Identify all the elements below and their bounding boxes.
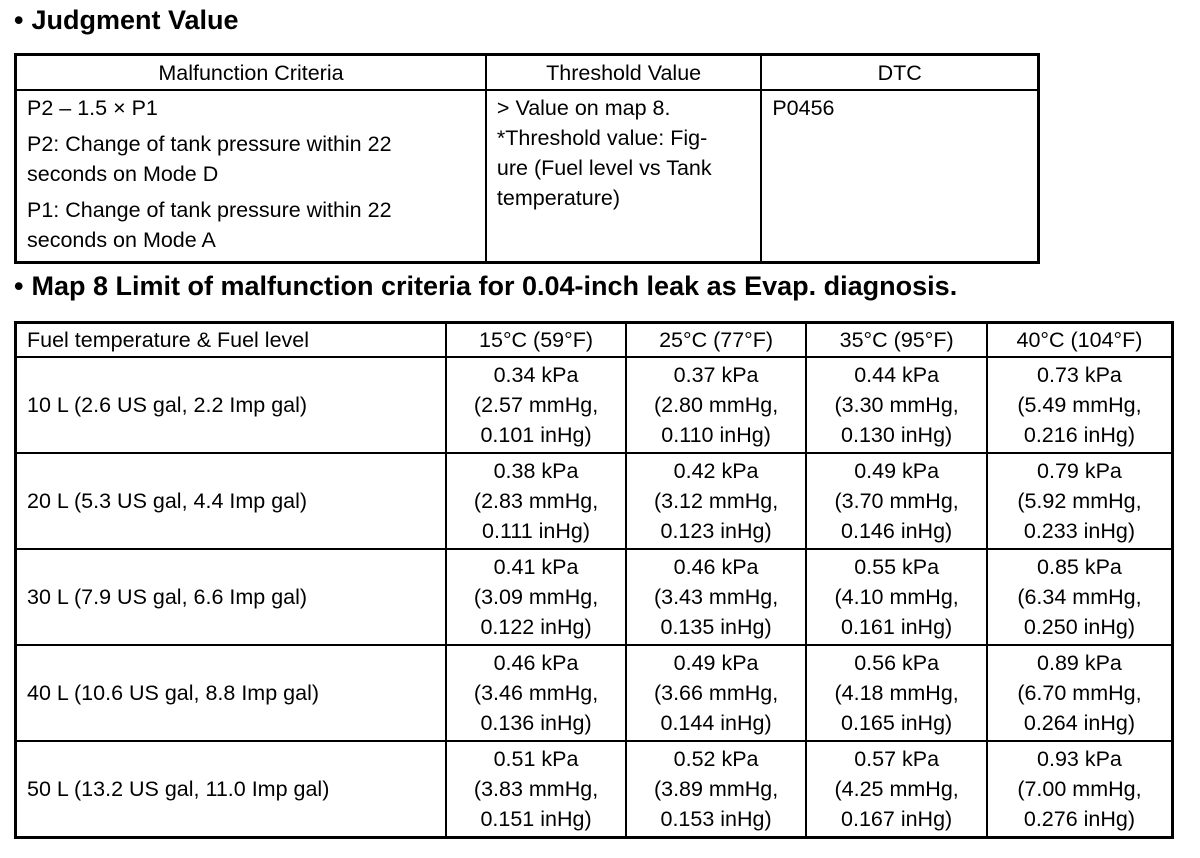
judgment-value-table bbox=[14, 53, 1040, 264]
judgment-header-row bbox=[16, 55, 1039, 91]
pressure-mmhg-value: (3.70 mmHg, bbox=[834, 489, 959, 513]
pressure-mmhg-value: (6.70 mmHg, bbox=[1017, 681, 1142, 705]
map-8-table bbox=[14, 321, 1174, 839]
judgment-value-heading bbox=[14, 4, 239, 36]
header-temp-40c: 40°C (104°F) bbox=[987, 323, 1173, 358]
threshold-line: temperature) bbox=[496, 186, 621, 210]
pressure-kpa-value: 0.46 kPa bbox=[673, 555, 759, 579]
map-table-body bbox=[16, 357, 1173, 838]
header-dtc: DTC bbox=[761, 55, 1038, 91]
table-row bbox=[16, 357, 1173, 453]
pressure-kpa-value: 0.89 kPa bbox=[1037, 651, 1122, 675]
pressure-inhg-value: 0.216 inHg) bbox=[1023, 423, 1136, 447]
criteria-p1-line: seconds on Mode A bbox=[27, 228, 216, 252]
fuel-level-label: 20 L (5.3 US gal, 4.4 Imp gal) bbox=[16, 453, 447, 549]
pressure-kpa-value: 0.37 kPa bbox=[673, 363, 759, 387]
pressure-limit-cell bbox=[806, 453, 987, 549]
criteria-p2-line: P2: Change of tank pressure within 22 bbox=[27, 132, 392, 156]
criteria-p2-line: seconds on Mode D bbox=[27, 162, 219, 186]
pressure-kpa-value: 0.46 kPa bbox=[493, 651, 579, 675]
pressure-inhg-value: 0.136 inHg) bbox=[480, 711, 592, 735]
pressure-mmhg-value: (6.34 mmHg, bbox=[1017, 585, 1142, 609]
pressure-kpa-value: 0.52 kPa bbox=[673, 747, 759, 771]
fuel-level-label: 10 L (2.6 US gal, 2.2 Imp gal) bbox=[16, 357, 447, 453]
pressure-mmhg-value: (3.89 mmHg, bbox=[653, 777, 779, 801]
pressure-inhg-value: 0.135 inHg) bbox=[660, 615, 772, 639]
pressure-mmhg-value: (3.09 mmHg, bbox=[473, 585, 599, 609]
header-temp-25c: 25°C (77°F) bbox=[626, 323, 807, 358]
pressure-inhg-value: 0.264 inHg) bbox=[1023, 711, 1136, 735]
criteria-p1-line: P1: Change of tank pressure within 22 bbox=[27, 198, 392, 222]
pressure-kpa-value: 0.93 kPa bbox=[1037, 747, 1122, 771]
pressure-kpa-value: 0.49 kPa bbox=[854, 459, 940, 483]
pressure-inhg-value: 0.146 inHg) bbox=[841, 519, 953, 543]
pressure-mmhg-value: (3.83 mmHg, bbox=[473, 777, 599, 801]
fuel-level-label: 50 L (13.2 US gal, 11.0 Imp gal) bbox=[16, 741, 447, 838]
pressure-mmhg-value: (3.46 mmHg, bbox=[473, 681, 599, 705]
pressure-limit-cell bbox=[987, 357, 1173, 453]
pressure-kpa-value: 0.79 kPa bbox=[1037, 459, 1122, 483]
pressure-mmhg-value: (3.12 mmHg, bbox=[653, 489, 779, 513]
pressure-limit-cell bbox=[626, 741, 807, 838]
malfunction-criteria-cell bbox=[16, 90, 486, 263]
pressure-kpa-value: 0.41 kPa bbox=[493, 555, 579, 579]
pressure-mmhg-value: (3.66 mmHg, bbox=[653, 681, 779, 705]
pressure-inhg-value: 0.144 inHg) bbox=[660, 711, 772, 735]
bullet-icon: • bbox=[14, 271, 24, 301]
criteria-p2 bbox=[27, 129, 475, 189]
pressure-inhg-value: 0.276 inHg) bbox=[1023, 807, 1136, 831]
pressure-inhg-value: 0.123 inHg) bbox=[660, 519, 772, 543]
pressure-inhg-value: 0.111 inHg) bbox=[482, 519, 591, 543]
pressure-mmhg-value: (4.18 mmHg, bbox=[834, 681, 959, 705]
pressure-inhg-value: 0.151 inHg) bbox=[480, 807, 592, 831]
criteria-formula: P2 – 1.5 × P1 bbox=[27, 96, 158, 120]
header-malfunction-criteria: Malfunction Criteria bbox=[16, 55, 486, 91]
table-row bbox=[16, 549, 1173, 645]
table-row bbox=[16, 645, 1173, 741]
pressure-mmhg-value: (3.30 mmHg, bbox=[834, 393, 959, 417]
pressure-mmhg-value: (4.10 mmHg, bbox=[834, 585, 959, 609]
bullet-icon: • bbox=[14, 5, 24, 35]
map-header-row bbox=[16, 323, 1173, 358]
dtc-code: P0456 bbox=[772, 96, 835, 120]
pressure-limit-cell bbox=[626, 549, 807, 645]
pressure-mmhg-value: (2.57 mmHg, bbox=[473, 393, 599, 417]
pressure-limit-cell bbox=[806, 357, 987, 453]
pressure-inhg-value: 0.110 inHg) bbox=[661, 423, 771, 447]
pressure-mmhg-value: (3.43 mmHg, bbox=[653, 585, 779, 609]
pressure-limit-cell bbox=[626, 645, 807, 741]
header-fuel-temperature-level: Fuel temperature & Fuel level bbox=[16, 323, 447, 358]
pressure-limit-cell bbox=[987, 453, 1173, 549]
pressure-limit-cell bbox=[806, 645, 987, 741]
pressure-limit-cell bbox=[987, 741, 1173, 838]
pressure-inhg-value: 0.122 inHg) bbox=[480, 615, 592, 639]
pressure-kpa-value: 0.55 kPa bbox=[854, 555, 940, 579]
pressure-kpa-value: 0.57 kPa bbox=[854, 747, 940, 771]
pressure-limit-cell bbox=[987, 549, 1173, 645]
map-8-heading bbox=[14, 270, 957, 302]
pressure-limit-cell bbox=[446, 357, 626, 453]
pressure-limit-cell bbox=[446, 741, 626, 838]
pressure-limit-cell bbox=[806, 741, 987, 838]
pressure-kpa-value: 0.73 kPa bbox=[1037, 363, 1122, 387]
pressure-limit-cell bbox=[806, 549, 987, 645]
table-row bbox=[16, 741, 1173, 838]
pressure-inhg-value: 0.153 inHg) bbox=[660, 807, 772, 831]
pressure-mmhg-value: (7.00 mmHg, bbox=[1017, 777, 1142, 801]
pressure-kpa-value: 0.85 kPa bbox=[1037, 555, 1122, 579]
header-temp-35c: 35°C (95°F) bbox=[806, 323, 987, 358]
pressure-limit-cell bbox=[446, 645, 626, 741]
header-temp-15c: 15°C (59°F) bbox=[446, 323, 626, 358]
pressure-mmhg-value: (5.92 mmHg, bbox=[1017, 489, 1142, 513]
pressure-kpa-value: 0.49 kPa bbox=[673, 651, 759, 675]
pressure-kpa-value: 0.38 kPa bbox=[493, 459, 579, 483]
fuel-level-label: 40 L (10.6 US gal, 8.8 Imp gal) bbox=[16, 645, 447, 741]
pressure-limit-cell bbox=[446, 453, 626, 549]
pressure-limit-cell bbox=[987, 645, 1173, 741]
pressure-limit-cell bbox=[626, 357, 807, 453]
pressure-mmhg-value: (2.83 mmHg, bbox=[473, 489, 599, 513]
judgment-heading-text: Judgment Value bbox=[31, 5, 239, 35]
pressure-inhg-value: 0.101 inHg) bbox=[480, 423, 592, 447]
map-heading-text: Map 8 Limit of malfunction criteria for 0.04-inch leak as Evap. diagnosis. bbox=[31, 271, 958, 301]
judgment-data-row bbox=[16, 90, 1039, 263]
dtc-cell bbox=[761, 90, 1038, 263]
threshold-line: ure (Fuel level vs Tank bbox=[496, 156, 712, 180]
criteria-p1 bbox=[27, 195, 475, 255]
pressure-inhg-value: 0.167 inHg) bbox=[841, 807, 953, 831]
pressure-kpa-value: 0.51 kPa bbox=[493, 747, 579, 771]
pressure-kpa-value: 0.44 kPa bbox=[854, 363, 940, 387]
pressure-inhg-value: 0.161 inHg) bbox=[841, 615, 953, 639]
pressure-inhg-value: 0.130 inHg) bbox=[841, 423, 953, 447]
pressure-mmhg-value: (4.25 mmHg, bbox=[834, 777, 959, 801]
pressure-kpa-value: 0.42 kPa bbox=[673, 459, 759, 483]
pressure-mmhg-value: (5.49 mmHg, bbox=[1017, 393, 1142, 417]
pressure-limit-cell bbox=[446, 549, 626, 645]
pressure-kpa-value: 0.34 kPa bbox=[493, 363, 579, 387]
pressure-mmhg-value: (2.80 mmHg, bbox=[653, 393, 779, 417]
pressure-kpa-value: 0.56 kPa bbox=[854, 651, 940, 675]
threshold-value-cell bbox=[486, 90, 761, 263]
table-row bbox=[16, 453, 1173, 549]
pressure-limit-cell bbox=[626, 453, 807, 549]
pressure-inhg-value: 0.250 inHg) bbox=[1023, 615, 1136, 639]
pressure-inhg-value: 0.165 inHg) bbox=[841, 711, 953, 735]
pressure-inhg-value: 0.233 inHg) bbox=[1023, 519, 1136, 543]
threshold-line: > Value on map 8. bbox=[496, 96, 671, 120]
header-threshold-value: Threshold Value bbox=[486, 55, 761, 91]
threshold-line: *Threshold value: Fig- bbox=[496, 126, 708, 150]
fuel-level-label: 30 L (7.9 US gal, 6.6 Imp gal) bbox=[16, 549, 447, 645]
